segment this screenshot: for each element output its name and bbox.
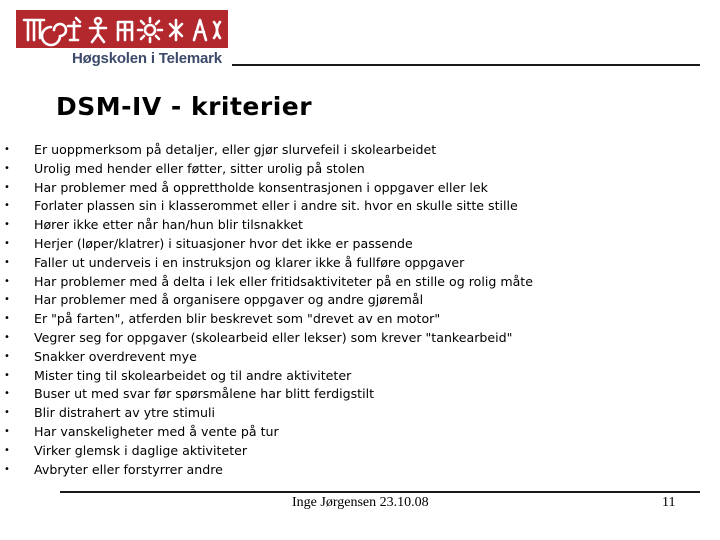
list-item-text: Avbryter eller forstyrrer andre	[34, 461, 223, 477]
list-item	[0, 179, 720, 198]
footer-divider	[60, 491, 700, 493]
bullet-icon: •	[4, 275, 10, 287]
list-item	[0, 329, 720, 348]
list-item	[0, 141, 720, 160]
list-item-text: Blir distrahert av ytre stimuli	[34, 405, 216, 421]
bullet-icon: •	[4, 444, 10, 456]
list-item-text: Faller ut underveis i en instruksjon og klarer ikke å fullføre oppgaver	[34, 254, 465, 270]
list-item-text: Har problemer med å delta i lek eller fritidsaktiviteter på en stille og rolig måte	[34, 273, 533, 289]
list-item	[0, 461, 720, 480]
list-item-text: Har problemer med å opprettholde konsentrasjonen i oppgaver eller lek	[34, 179, 488, 195]
list-item-text: Er uoppmerksom på detaljer, eller gjør slurvefeil i skolearbeidet	[34, 142, 437, 157]
list-item	[0, 348, 720, 367]
bullet-icon: •	[4, 331, 10, 343]
footer-author-date: Inge Jørgensen 23.10.08	[292, 495, 429, 510]
list-item	[0, 197, 720, 216]
list-item	[0, 423, 720, 442]
list-item-text: Herjer (løper/klatrer) i situasjoner hvor det ikke er passende	[34, 235, 413, 251]
list-item	[0, 385, 720, 404]
list-item-text: Mister ting til skolearbeidet og til andre aktiviteter	[34, 367, 352, 383]
list-item	[0, 367, 720, 386]
bullet-icon: •	[4, 181, 10, 193]
bullet-icon: •	[4, 463, 10, 475]
bullet-icon: •	[4, 256, 10, 268]
institution-name: Høgskolen i Telemark	[72, 50, 222, 67]
list-item	[0, 216, 720, 235]
slide-title: DSM-IV - kriterier	[56, 92, 313, 121]
list-item	[0, 254, 720, 273]
page-number: 11	[662, 495, 676, 510]
list-item	[0, 404, 720, 423]
list-item	[0, 442, 720, 461]
bullet-icon: •	[4, 313, 10, 325]
list-item	[0, 235, 720, 254]
bullet-icon: •	[4, 350, 10, 362]
bullet-icon: •	[4, 369, 10, 381]
bullet-icon: •	[4, 219, 10, 231]
bullet-icon: •	[4, 425, 10, 437]
list-item-text: Er "på farten", atferden blir beskrevet som "drevet av en motor"	[34, 311, 441, 327]
list-item-text: Snakker overdrevent mye	[34, 348, 197, 364]
bullet-icon: •	[4, 294, 10, 306]
petroglyph-logo-icon	[16, 10, 228, 48]
list-item-text: Buser ut med svar før spørsmålene har blitt ferdigstilt	[34, 386, 375, 402]
bullet-icon: •	[4, 388, 10, 400]
list-item-text: Hører ikke etter når han/hun blir tilsnakket	[34, 217, 303, 233]
list-item-text: Vegrer seg for oppgaver (skolearbeid eller lekser) som krever "tankearbeid"	[34, 329, 513, 345]
list-item-text: Har vanskeligheter med å vente på tur	[34, 423, 279, 439]
list-item	[0, 310, 720, 329]
list-item	[0, 291, 720, 310]
criteria-list	[0, 141, 720, 479]
bullet-icon: •	[4, 407, 10, 419]
list-item-text: Har problemer med å organisere oppgaver og andre gjøremål	[34, 292, 424, 308]
bullet-icon: •	[4, 144, 10, 155]
bullet-icon: •	[4, 237, 10, 249]
list-item-text: Virker glemsk i daglige aktiviteter	[34, 442, 248, 458]
list-item-text: Urolig med hender eller føtter, sitter urolig på stolen	[34, 160, 365, 176]
list-item-text: Forlater plassen sin i klasserommet eller i andre sit. hvor en skulle sitte stille	[34, 198, 518, 214]
list-item	[0, 273, 720, 292]
bullet-icon: •	[4, 200, 10, 212]
header-divider	[232, 64, 700, 66]
list-item	[0, 160, 720, 179]
bullet-icon: •	[4, 162, 10, 174]
